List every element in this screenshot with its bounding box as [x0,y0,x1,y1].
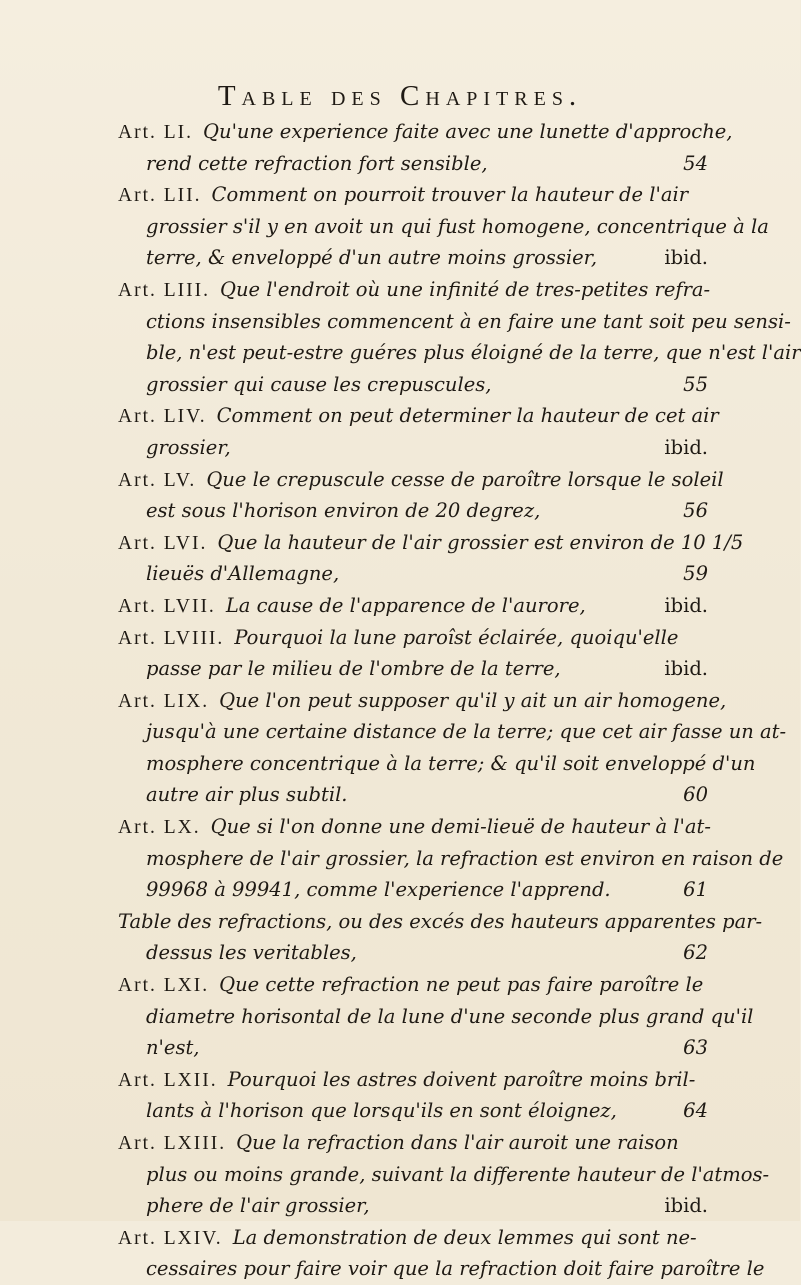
entry-text [146,716,786,748]
entry-text [118,1064,695,1097]
chapter-entry [118,590,708,622]
entry-line [118,811,711,843]
entry-line [118,843,784,875]
entry-line [118,1095,708,1127]
article-number: Art. LIII. [118,279,211,301]
title-text: terre, & enveloppé d'un autre moins grossier, [146,246,598,270]
chapter-entry [118,811,784,906]
title-text: est sous l'horison environ de 20 degrez, [146,499,541,523]
chapter-entry [118,274,801,400]
title-text: phere de l'air grossier, [146,1194,370,1218]
entry-text [146,937,357,969]
entry-text [146,653,561,685]
entry-line [118,590,708,622]
title-text: Qu'une experience faite avec une lunette d'approche, [203,120,733,143]
article-number: Art. LX. [118,817,201,839]
page-number: 63 [683,1036,708,1060]
entry-text [146,369,491,401]
title-text: Pourquoi les astres doivent paroître moins bril- [227,1067,696,1091]
chapter-entry [118,622,708,685]
article-number: Art. LXIV. [118,1227,223,1249]
entry-line [118,906,763,938]
title-text: grossier qui cause les crepuscules, [146,372,492,396]
chapter-entry [118,464,724,527]
entry-line [118,274,711,306]
entry-text [146,748,755,780]
chapter-entry [118,1064,708,1127]
entry-line [118,937,708,969]
entry-text [118,685,726,718]
entry-text [146,1032,200,1064]
page-number: 64 [683,1099,708,1123]
title-text: Que cette refraction ne peut pas faire paroître le [219,973,704,997]
entry-text [146,1253,764,1285]
entry-text [146,148,488,180]
title-text: cessaires pour faire voir que la refraction doit faire paroître le [146,1257,765,1281]
title-text: Que l'on peut supposer qu'il y ait un air homogene, [219,688,727,712]
entry-line [118,148,708,180]
page-number: 60 [683,783,708,807]
entry-text [118,400,719,433]
entry-text [118,179,688,212]
page-number: ibid. [664,1194,708,1218]
article-number: Art. LXIII. [118,1133,227,1154]
page-number: ibid. [664,657,708,681]
page-number: 55 [683,372,708,396]
article-number: Art. LXII. [118,1069,218,1091]
chapter-entry [118,1127,770,1222]
entry-line [118,1064,708,1096]
entry-line [118,306,791,338]
title-text: grossier, [146,435,231,459]
chapter-entry [118,969,754,1064]
chapter-entry [118,400,719,463]
entry-line [118,527,744,559]
entry-line [118,653,708,685]
entry-text [146,432,231,464]
entry-text [146,211,769,243]
entry-line [118,558,708,590]
entry-text [118,969,703,1002]
title-text: Table des refractions, ou des excés des hauteurs apparentes par- [118,909,763,933]
title-text: Que la hauteur de l'air grossier est environ de 10 1/5 [217,530,744,554]
entry-line [118,1032,708,1064]
entry-line [118,779,708,811]
entry-line [118,748,756,780]
page-number: 56 [683,499,708,523]
entry-line [118,1190,708,1222]
page-number: ibid. [664,246,708,270]
article-number: Art. LVII. [118,595,216,617]
article-number: Art. LXI. [118,975,210,997]
entry-line [118,1253,765,1285]
entry-line [118,337,801,369]
title-text: jusqu'à une certaine distance de la terre; que cet air fasse un at- [146,720,787,744]
entry-line [118,874,708,906]
entry-line [118,495,708,527]
title-text: La cause de l'apparence de l'aurore, [225,593,586,617]
title-text: Que si l'on donne une demi-lieuë de hauteur à l'at- [210,815,711,839]
page-number: 54 [683,151,708,175]
entry-text [118,274,710,307]
entry-text [146,337,801,369]
table-of-chapters [118,116,801,1285]
entry-text [118,811,711,844]
entry-text [118,622,678,655]
page-number: 61 [683,878,708,902]
entry-line [118,1127,708,1159]
entry-text [118,906,762,938]
title-text: Comment on peut determiner la hauteur de cet air [216,404,719,428]
entry-text [146,843,783,875]
entry-text [146,1095,617,1127]
entry-line [118,116,733,148]
article-number: Art. LII. [118,185,202,207]
title-text: La demonstration de deux lemmes qui sont ne- [232,1225,697,1249]
article-number: Art. LVI. [118,532,208,554]
title-text: Comment on pourroit trouver la hauteur de l'air [211,183,689,207]
page-heading: Table des Chapitres. [217,80,583,112]
entry-line [118,1222,708,1254]
entry-text [146,1001,753,1033]
entry-line [118,716,787,748]
chapter-entry [118,1222,765,1285]
title-text: mosphere concentrique à la terre; & qu'il soit enveloppé d'un [146,751,756,775]
title-text: lieuës d'Allemagne, [146,562,340,586]
entry-line [118,369,708,401]
page-number: ibid. [664,593,708,617]
chapter-entry [118,116,733,179]
entry-line [118,432,708,464]
title-text: grossier s'il y en avoit un qui fust homogene, concentrique à la [146,214,769,238]
entry-text [146,1190,370,1222]
entry-line [118,1001,754,1033]
entry-line [118,400,719,432]
title-text: Que l'endroit où une infinité de tres-petites refra- [220,277,711,301]
entry-line [118,1159,770,1191]
chapter-entry [118,527,744,590]
entry-text [146,306,791,338]
entry-text [146,242,597,274]
entry-line [118,242,708,274]
chapter-entry [118,179,769,274]
entry-text [146,779,348,811]
title-text: mosphere de l'air grossier, la refraction est environ en raison de [146,846,784,870]
title-text: lants à l'horison que lorsqu'ils en sont éloignez, [146,1099,617,1123]
entry-text [118,590,586,623]
page-number: ibid. [664,435,708,459]
entry-text [146,874,611,906]
entry-text [118,464,724,497]
page-number: 62 [683,941,708,965]
page-number: 59 [683,562,708,586]
entry-text [118,527,743,560]
title-text: Que la refraction dans l'air auroit une raison [236,1131,679,1154]
entry-text [146,1159,769,1191]
title-text: autre air plus subtil. [146,783,348,807]
entry-line [118,464,724,496]
article-number: Art. LIX. [118,690,210,712]
title-text: Pourquoi la lune paroîst éclairée, quoiqu'elle [234,625,679,649]
title-text: ble, n'est peut-estre guéres plus éloigné de la terre, que n'est l'air [146,341,801,365]
title-text: rend cette refraction fort sensible, [146,151,488,175]
article-number: Art. LIV. [118,406,207,428]
entry-line [118,969,708,1001]
entry-line [118,622,708,654]
article-number: Art. LV. [118,469,197,491]
chapter-entry [118,906,763,969]
title-text: plus ou moins grande, suivant la differente hauteur de l'atmos- [146,1162,770,1186]
article-number: Art. LVIII. [118,627,225,649]
title-text: dessus les veritables, [146,941,357,965]
title-text: diametre horisontal de la lune d'une seconde plus grand qu'il [146,1004,754,1028]
entry-text [146,558,339,590]
article-number: Art. LI. [118,122,194,143]
title-text: ctions insensibles commencent à en faire une tant soit peu sensi- [146,309,791,333]
title-text: 99968 à 99941, comme l'experience l'apprend. [146,878,611,902]
title-text: passe par le milieu de l'ombre de la terre, [146,657,561,681]
chapter-entry [118,685,787,811]
entry-text [118,1127,679,1160]
entry-text [146,495,540,527]
entry-text [118,116,733,149]
title-text: n'est, [146,1036,200,1060]
entry-text [118,1222,697,1255]
title-text: Que le crepuscule cesse de paroître lorsque le soleil [206,467,724,491]
entry-line [118,179,708,211]
entry-line [118,211,769,243]
entry-line [118,685,727,717]
